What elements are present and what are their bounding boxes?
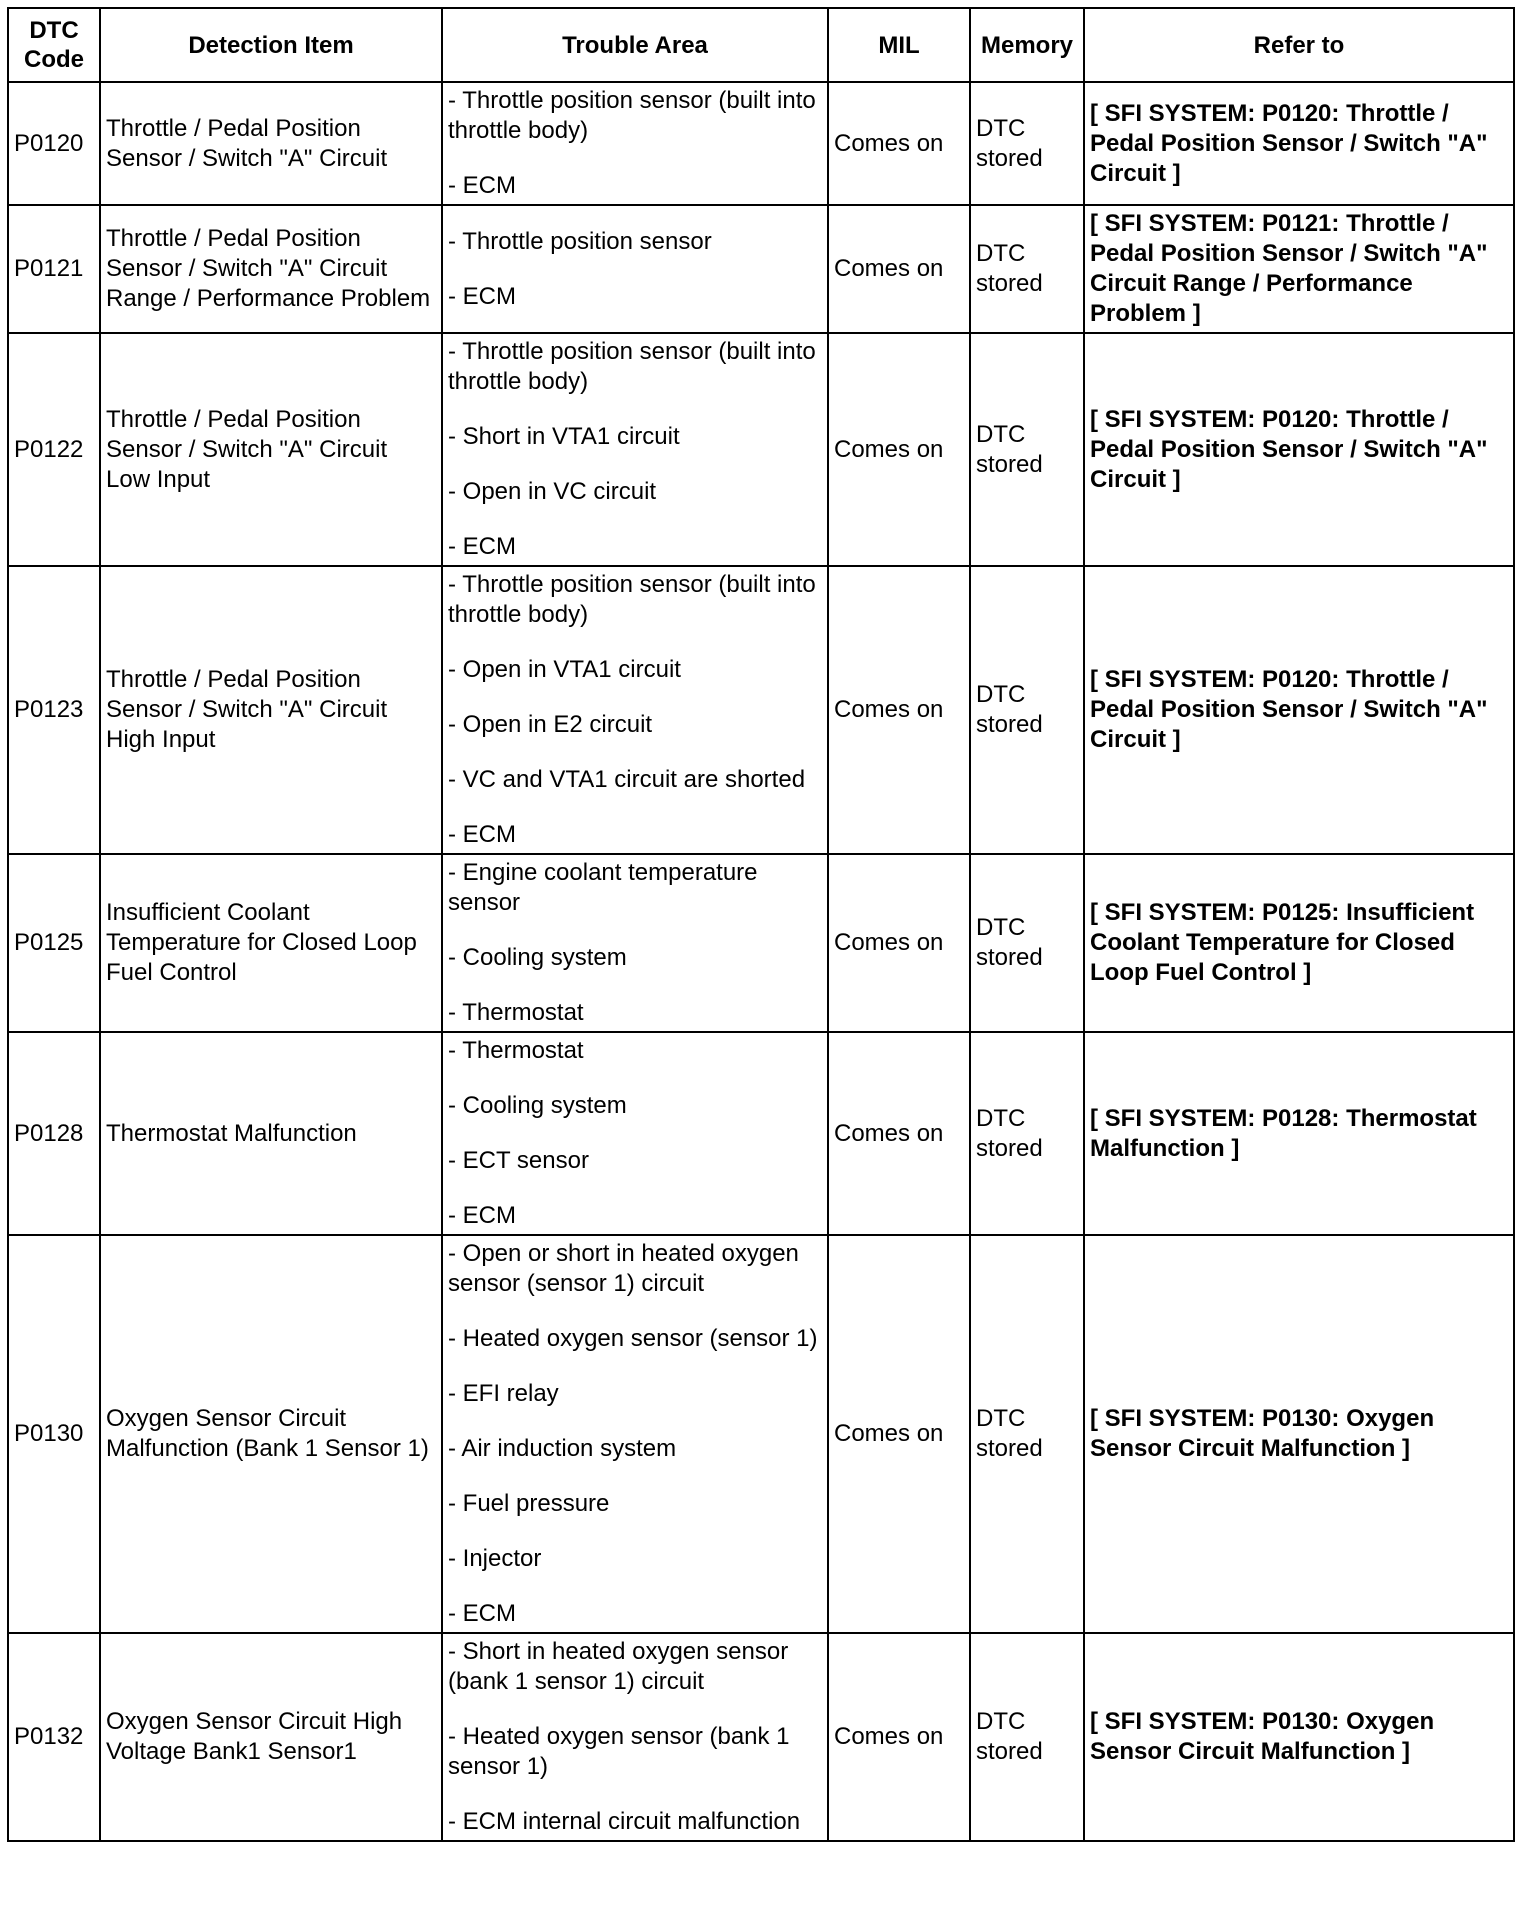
mil-cell: Comes on bbox=[828, 854, 970, 1032]
header-trouble-area: Trouble Area bbox=[442, 8, 828, 82]
trouble-area-item: - ECM bbox=[448, 821, 516, 848]
trouble-area-item: - Fuel pressure bbox=[448, 1490, 610, 1517]
header-detection-item: Detection Item bbox=[100, 8, 442, 82]
memory-line: stored bbox=[976, 270, 1043, 297]
trouble-area-item: - ECM bbox=[448, 282, 516, 310]
memory-line: DTC bbox=[976, 420, 1026, 448]
memory-line: stored bbox=[976, 944, 1043, 971]
trouble-area-item: - Open in E2 circuit bbox=[448, 711, 653, 738]
dtc-code-cell: P0121 bbox=[8, 205, 100, 333]
trouble-area-item: - ECM bbox=[448, 1202, 516, 1229]
trouble-area-item: - ECT sensor bbox=[448, 1147, 589, 1174]
memory-cell bbox=[970, 1235, 1084, 1633]
mil-cell: Comes on bbox=[828, 1032, 970, 1235]
memory-cell bbox=[970, 1032, 1084, 1235]
header-dtc-code: DTC Code bbox=[8, 8, 100, 82]
memory-line: stored bbox=[976, 1435, 1043, 1462]
trouble-area-item: - Throttle position sensor (built into throttle body) bbox=[448, 571, 816, 628]
memory-line: DTC bbox=[976, 1708, 1026, 1735]
memory-cell bbox=[970, 82, 1084, 205]
trouble-area-cell bbox=[442, 82, 828, 205]
memory-line: DTC bbox=[976, 914, 1026, 941]
trouble-area-cell bbox=[442, 205, 828, 333]
trouble-area-item: - Throttle position sensor (built into throttle body) bbox=[448, 338, 816, 395]
table-row bbox=[8, 1633, 1514, 1841]
dtc-code-cell: P0130 bbox=[8, 1235, 100, 1633]
header-memory: Memory bbox=[970, 8, 1084, 82]
detection-item-cell: Throttle / Pedal Position Sensor / Switch "A" Circuit Range / Performance Problem bbox=[100, 205, 442, 333]
memory-line: DTC bbox=[976, 114, 1026, 142]
detection-item-cell: Insufficient Coolant Temperature for Closed Loop Fuel Control bbox=[100, 854, 442, 1032]
memory-line: DTC bbox=[976, 1104, 1026, 1132]
table-row bbox=[8, 854, 1514, 1032]
mil-cell: Comes on bbox=[828, 566, 970, 854]
trouble-area-cell bbox=[442, 333, 828, 566]
trouble-area-item: - Open in VTA1 circuit bbox=[448, 656, 681, 683]
refer-to-link[interactable]: [ SFI SYSTEM: P0121: Throttle / Pedal Position Sensor / Switch "A" Circuit Range / Performance Problem ] bbox=[1084, 205, 1514, 333]
memory-line: stored bbox=[976, 1134, 1043, 1162]
dtc-code-cell: P0132 bbox=[8, 1633, 100, 1841]
trouble-area-item: - Open in VC circuit bbox=[448, 478, 657, 505]
memory-cell bbox=[970, 566, 1084, 854]
memory-cell bbox=[970, 854, 1084, 1032]
table-row bbox=[8, 82, 1514, 205]
refer-to-link[interactable]: [ SFI SYSTEM: P0130: Oxygen Sensor Circuit Malfunction ] bbox=[1084, 1235, 1514, 1633]
table-row bbox=[8, 205, 1514, 333]
trouble-area-item: - EFI relay bbox=[448, 1380, 559, 1407]
trouble-area-item: - Cooling system bbox=[448, 944, 627, 971]
memory-cell bbox=[970, 1633, 1084, 1841]
table-row bbox=[8, 1032, 1514, 1235]
memory-line: DTC bbox=[976, 681, 1026, 708]
trouble-area-cell bbox=[442, 566, 828, 854]
mil-cell: Comes on bbox=[828, 1633, 970, 1841]
dtc-code-cell: P0123 bbox=[8, 566, 100, 854]
trouble-area-item: - Heated oxygen sensor (bank 1 sensor 1) bbox=[448, 1723, 790, 1780]
trouble-area-item: - ECM bbox=[448, 533, 516, 560]
memory-line: DTC bbox=[976, 1405, 1026, 1432]
trouble-area-item: - Short in heated oxygen sensor (bank 1 sensor 1) circuit bbox=[448, 1638, 789, 1695]
dtc-code-cell: P0120 bbox=[8, 82, 100, 205]
refer-to-link[interactable]: [ SFI SYSTEM: P0120: Throttle / Pedal Position Sensor / Switch "A" Circuit ] bbox=[1084, 333, 1514, 566]
dtc-code-cell: P0125 bbox=[8, 854, 100, 1032]
header-mil: MIL bbox=[828, 8, 970, 82]
memory-cell bbox=[970, 333, 1084, 566]
trouble-area-item: - ECM bbox=[448, 1600, 516, 1627]
detection-item-cell: Thermostat Malfunction bbox=[100, 1032, 442, 1235]
trouble-area-item: - Injector bbox=[448, 1545, 542, 1572]
trouble-area-item: - Heated oxygen sensor (sensor 1) bbox=[448, 1325, 818, 1352]
header-refer-to: Refer to bbox=[1084, 8, 1514, 82]
detection-item-cell: Oxygen Sensor Circuit Malfunction (Bank 1 Sensor 1) bbox=[100, 1235, 442, 1633]
trouble-area-cell bbox=[442, 1235, 828, 1633]
trouble-area-cell bbox=[442, 1633, 828, 1841]
detection-item-cell: Oxygen Sensor Circuit High Voltage Bank1 Sensor1 bbox=[100, 1633, 442, 1841]
trouble-area-cell bbox=[442, 1032, 828, 1235]
refer-to-link[interactable]: [ SFI SYSTEM: P0120: Throttle / Pedal Position Sensor / Switch "A" Circuit ] bbox=[1084, 566, 1514, 854]
mil-cell: Comes on bbox=[828, 82, 970, 205]
dtc-table-container bbox=[7, 7, 1515, 1842]
header-row bbox=[8, 8, 1514, 82]
mil-cell: Comes on bbox=[828, 1235, 970, 1633]
trouble-area-item: - Thermostat bbox=[448, 999, 584, 1026]
refer-to-link[interactable]: [ SFI SYSTEM: P0120: Throttle / Pedal Position Sensor / Switch "A" Circuit ] bbox=[1084, 82, 1514, 205]
trouble-area-item: - Throttle position sensor (built into throttle body) bbox=[448, 87, 816, 144]
memory-line: stored bbox=[976, 144, 1043, 172]
dtc-table bbox=[7, 7, 1515, 1842]
detection-item-cell: Throttle / Pedal Position Sensor / Switch "A" Circuit Low Input bbox=[100, 333, 442, 566]
trouble-area-item: - Engine coolant temperature sensor bbox=[448, 859, 758, 916]
memory-line: stored bbox=[976, 1738, 1043, 1765]
table-row bbox=[8, 566, 1514, 854]
trouble-area-item: - ECM bbox=[448, 172, 516, 199]
refer-to-link[interactable]: [ SFI SYSTEM: P0128: Thermostat Malfunction ] bbox=[1084, 1032, 1514, 1235]
table-row bbox=[8, 1235, 1514, 1633]
table-body bbox=[8, 82, 1514, 1841]
trouble-area-item: - Thermostat bbox=[448, 1037, 584, 1064]
refer-to-link[interactable]: [ SFI SYSTEM: P0125: Insufficient Coolant Temperature for Closed Loop Fuel Control ] bbox=[1084, 854, 1514, 1032]
memory-line: stored bbox=[976, 450, 1043, 478]
trouble-area-item: - Short in VTA1 circuit bbox=[448, 423, 680, 450]
trouble-area-item: - VC and VTA1 circuit are shorted bbox=[448, 766, 806, 793]
refer-to-link[interactable]: [ SFI SYSTEM: P0130: Oxygen Sensor Circuit Malfunction ] bbox=[1084, 1633, 1514, 1841]
memory-line: DTC bbox=[976, 240, 1026, 267]
detection-item-cell: Throttle / Pedal Position Sensor / Switch "A" Circuit High Input bbox=[100, 566, 442, 854]
trouble-area-item: - Cooling system bbox=[448, 1092, 627, 1119]
trouble-area-item: - Air induction system bbox=[448, 1435, 677, 1462]
dtc-code-cell: P0128 bbox=[8, 1032, 100, 1235]
trouble-area-item: - ECM internal circuit malfunction bbox=[448, 1808, 801, 1835]
mil-cell: Comes on bbox=[828, 333, 970, 566]
trouble-area-item: - Throttle position sensor bbox=[448, 227, 712, 255]
mil-cell: Comes on bbox=[828, 205, 970, 333]
trouble-area-item: - Open or short in heated oxygen sensor (sensor 1) circuit bbox=[448, 1240, 799, 1297]
trouble-area-cell bbox=[442, 854, 828, 1032]
memory-line: stored bbox=[976, 711, 1043, 738]
dtc-code-cell: P0122 bbox=[8, 333, 100, 566]
table-row bbox=[8, 333, 1514, 566]
detection-item-cell: Throttle / Pedal Position Sensor / Switch "A" Circuit bbox=[100, 82, 442, 205]
memory-cell bbox=[970, 205, 1084, 333]
